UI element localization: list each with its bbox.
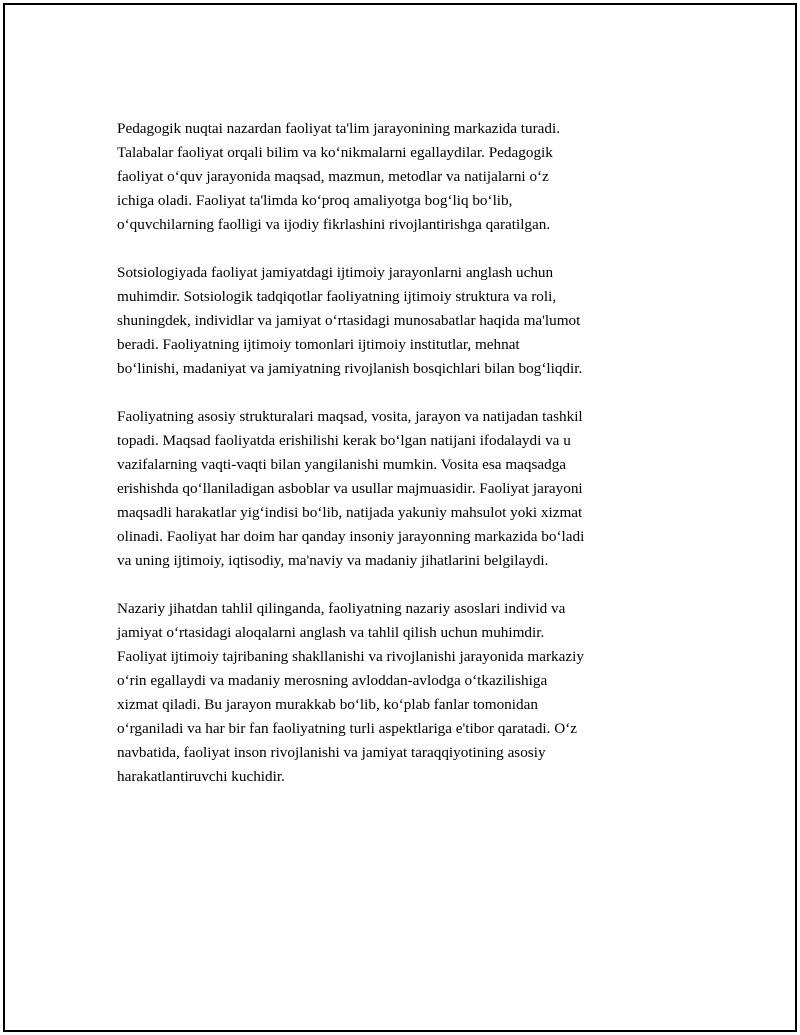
text-line: navbatida, faoliyat inson rivojlanishi va jamiyat taraqqiyotining asosiy [117, 744, 546, 761]
text-line: xizmat qiladi. Bu jarayon murakkab bo‘lib, ko‘plab fanlar tomonidan [117, 696, 538, 713]
text-line: o‘rganiladi va har bir fan faoliyatning turli aspektlariga e'tibor qaratadi. O‘z [117, 720, 578, 737]
text-line: Nazariy jihatdan tahlil qilinganda, faoliyatning nazariy asoslari individ va [117, 600, 566, 617]
text-line: beradi. Faoliyatning ijtimoiy tomonlari ijtimoiy institutlar, mehnat [117, 336, 520, 353]
text-line: Talabalar faoliyat orqali bilim va ko‘nikmalarni egallaydilar. Pedagogik [117, 144, 553, 161]
text-line: maqsadli harakatlar yig‘indisi bo‘lib, natijada yakuniy mahsulot yoki xizmat [117, 504, 583, 521]
text-line: topadi. Maqsad faoliyatda erishilishi kerak bo‘lgan natijani ifodalaydi va u [117, 432, 571, 449]
text-line: Sotsiologiyada faoliyat jamiyatdagi ijtimoiy jarayonlarni anglash uchun [117, 264, 554, 281]
text-line: Pedagogik nuqtai nazardan faoliyat ta'lim jarayonining markazida turadi. [117, 120, 561, 137]
text-line: o‘quvchilarning faolligi va ijodiy fikrlashini rivojlantirishga qaratilgan. [117, 216, 551, 233]
paragraph-structure [117, 405, 677, 573]
text-line: jamiyat o‘rtasidagi aloqalarni anglash va tahlil qilish uchun muhimdir. [117, 624, 545, 641]
text-line: ichiga oladi. Faoliyat ta'limda ko‘proq amaliyotga bog‘liq bo‘lib, [117, 192, 513, 209]
text-line: bo‘linishi, madaniyat va jamiyatning rivojlanish bosqichlari bilan bog‘liqdir. [117, 360, 583, 377]
text-line: faoliyat o‘quv jarayonida maqsad, mazmun, metodlar va natijalarni o‘z [117, 168, 549, 185]
text-line: Faoliyatning asosiy strukturalari maqsad, vosita, jarayon va natijadan tashkil [117, 408, 583, 425]
text-line: vazifalarning vaqti-vaqti bilan yangilanishi mumkin. Vosita esa maqsadga [117, 456, 567, 473]
text-line: va uning ijtimoiy, iqtisodiy, ma'naviy va madaniy jihatlarini belgilaydi. [117, 552, 549, 569]
document-body [117, 117, 677, 813]
text-line: harakatlantiruvchi kuchidir. [117, 768, 285, 785]
text-line: erishishda qo‘llaniladigan asboblar va usullar majmuasidir. Faoliyat jarayoni [117, 480, 583, 497]
text-line: shuningdek, individlar va jamiyat o‘rtasidagi munosabatlar haqida ma'lumot [117, 312, 581, 329]
text-line: olinadi. Faoliyat har doim har qanday insoniy jarayonning markazida bo‘ladi [117, 528, 585, 545]
paragraph-pedagogy [117, 117, 677, 237]
text-line: Faoliyat ijtimoiy tajribaning shakllanishi va rivojlanishi jarayonida markaziy [117, 648, 584, 665]
paragraph-sociology [117, 261, 677, 381]
text-line: o‘rin egallaydi va madaniy merosning avloddan-avlodga o‘tkazilishiga [117, 672, 548, 689]
paragraph-theory [117, 597, 677, 789]
text-line: muhimdir. Sotsiologik tadqiqotlar faoliyatning ijtimoiy struktura va roli, [117, 288, 557, 305]
